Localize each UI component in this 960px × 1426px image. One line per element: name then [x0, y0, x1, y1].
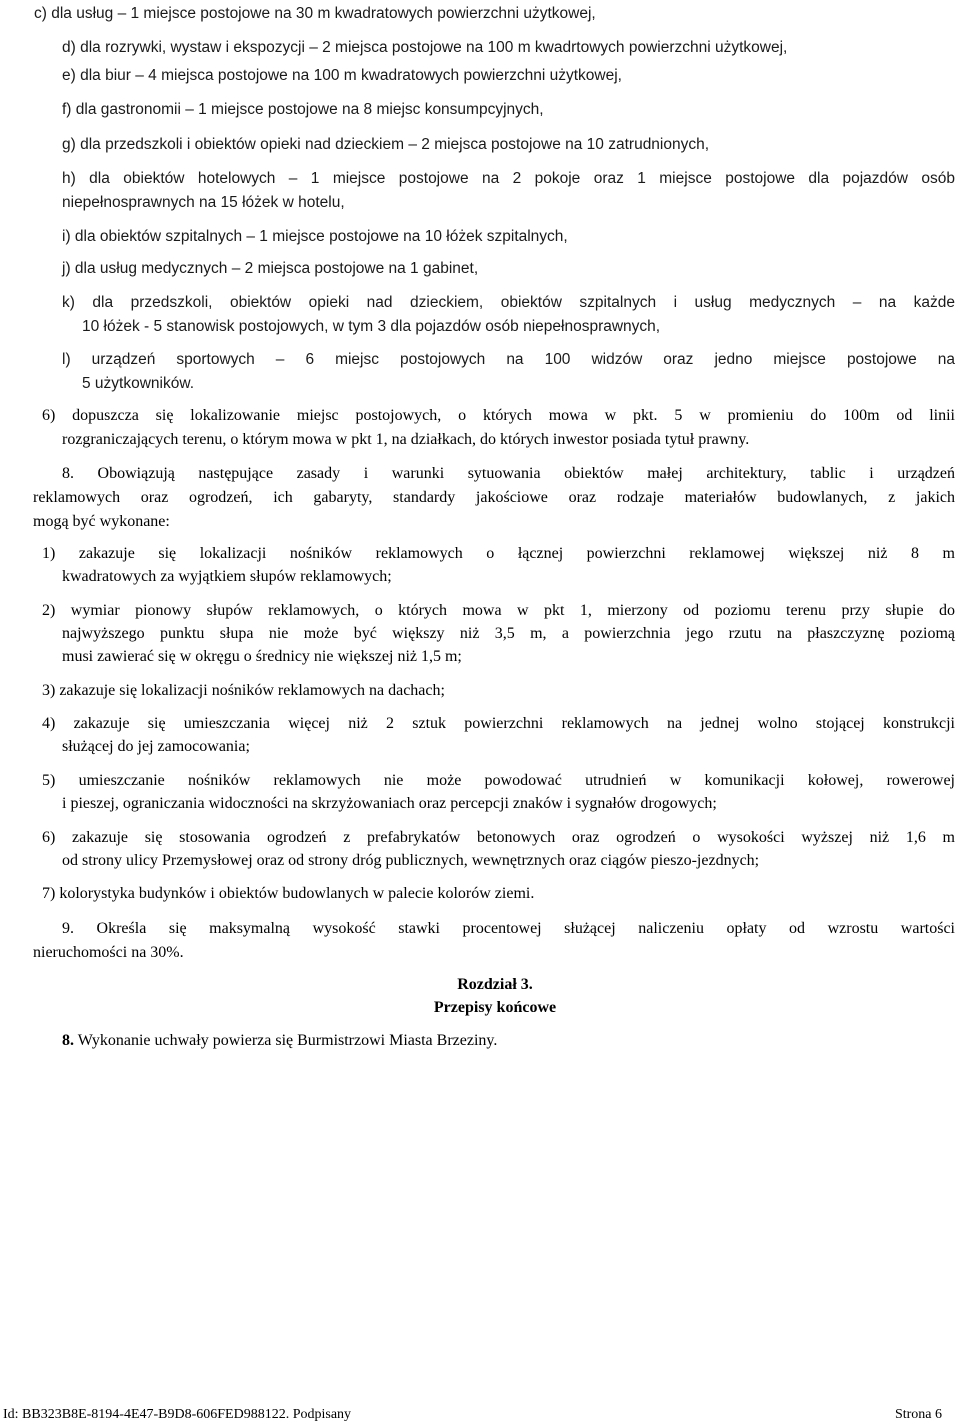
section-8-item-7: 7) kolorystyka budynków i obiektów budowlanych w palecie kolorów ziemi.: [42, 885, 535, 902]
point-6-line1: 6) dopuszcza się lokalizowanie miejsc postojowych, o których mowa w pkt. 5 w promieniu do 100m od linii: [42, 407, 955, 424]
chapter-title: Przepisy końcowe: [433, 999, 557, 1016]
final-paragraph-text: Wykonanie uchwały powierza się Burmistrzowi Miasta Brzeziny.: [77, 1032, 498, 1049]
list-item-g: g) dla przedszkoli i obiektów opieki nad dzieckiem – 2 miejsca postojowe na 10 zatrudnionych,: [62, 136, 710, 153]
list-item-h-line2: niepełnosprawnych na 15 łóżek w hotelu,: [62, 194, 345, 211]
list-item-c: c) dla usług – 1 miejsce postojowe na 30 m kwadratowych powierzchni użytkowej,: [34, 5, 596, 22]
section-8-item-2-line1: 2) wymiar pionowy słupów reklamowych, o których mowa w pkt 1, mierzony od poziomu terenu przy słupie do: [42, 602, 955, 619]
section-8-item-3: 3) zakazuje się lokalizacji nośników reklamowych na dachach;: [42, 682, 445, 699]
footer-page-number: Strona 6: [894, 1407, 942, 1422]
section-8-line2: reklamowych oraz ogrodzeń, ich gabaryty, standardy jakościowe oraz rodzaje materiałów budowlanych, z jakich: [33, 489, 955, 506]
section-8-line3: mogą być wykonane:: [33, 513, 170, 530]
section-9-line2: nieruchomości na 30%.: [33, 944, 184, 961]
chapter-number: Rozdział 3.: [457, 976, 533, 993]
footer-document-id: Id: BB323B8E-8194-4E47-B9D8-606FED988122. Podpisany: [3, 1407, 352, 1422]
section-8-item-5-line2: i pieszej, ograniczania widoczności na skrzyżowaniach oraz percepcji znaków i sygnałów drogowych;: [62, 795, 717, 812]
section-8-item-4-line2: służącej do jej zamocowania;: [62, 738, 250, 755]
section-8-item-6-line2: od strony ulicy Przemysłowej oraz od strony dróg publicznych, wewnętrznych oraz ciągów pieszo-jezdnych;: [62, 852, 760, 869]
list-item-h-line1: h) dla obiektów hotelowych – 1 miejsce postojowe na 2 pokoje oraz 1 miejsce postojowe dla pojazdów osób: [62, 170, 955, 187]
list-item-j: j) dla usług medycznych – 2 miejsca postojowe na 1 gabinet,: [62, 260, 479, 277]
section-8-item-2-line2: najwyższego punktu słupa nie może być większy niż 3,5 m, a powierzchnia jego rzutu na płaszczyznę poziomą: [62, 625, 955, 642]
list-item-k-line1: k) dla przedszkoli, obiektów opieki nad dzieckiem, obiektów szpitalnych i usług medycznych – na każde: [62, 294, 955, 311]
section-8-item-1-line1: 1) zakazuje się lokalizacji nośników reklamowych o łącznej powierzchni reklamowej większej niż 8 m: [42, 545, 955, 562]
list-item-l-line2: 5 użytkowników.: [82, 375, 194, 392]
list-item-f: f) dla gastronomii – 1 miejsce postojowe na 8 miejsc konsumpcyjnych,: [62, 101, 544, 118]
section-8-item-4-line1: 4) zakazuje się umieszczania więcej niż 2 sztuk powierzchni reklamowych na jednej wolno stojącej konstrukcji: [42, 715, 955, 732]
section-9-line1: 9. Określa się maksymalną wysokość stawki procentowej służącej naliczeniu opłaty od wzrostu wartości: [62, 920, 955, 937]
section-8-item-5-line1: 5) umieszczanie nośników reklamowych nie może powodować utrudnień w komunikacji kołowej, rowerowej: [42, 772, 955, 789]
final-paragraph-number: 8.: [62, 1032, 74, 1049]
section-8-item-2-line3: musi zawierać się w okręgu o średnicy nie większej niż 1,5 m;: [62, 648, 462, 665]
list-item-k-line2: 10 łóżek - 5 stanowisk postojowych, w tym 3 dla pojazdów osób niepełnosprawnych,: [82, 318, 661, 335]
list-item-d: d) dla rozrywki, wystaw i ekspozycji – 2 miejsca postojowe na 100 m kwadrtowych powierzchni użytkowej,: [62, 39, 788, 56]
list-item-e: e) dla biur – 4 miejsca postojowe na 100 m kwadratowych powierzchni użytkowej,: [62, 67, 622, 84]
list-item-l-line1: l) urządzeń sportowych – 6 miejsc postojowych na 100 widzów oraz jedno miejsce postojowe na: [62, 351, 955, 368]
section-8-line1: 8. Obowiązują następujące zasady i warunki sytuowania obiektów małej architektury, tablic i urządzeń: [62, 465, 955, 482]
list-item-i: i) dla obiektów szpitalnych – 1 miejsce postojowe na 10 łóżek szpitalnych,: [62, 228, 568, 245]
final-paragraph: [62, 1030, 497, 1052]
point-6-line2: rozgraniczających terenu, o którym mowa w pkt 1, na działkach, do których inwestor posiada tytuł prawny.: [62, 431, 750, 448]
section-8-item-1-line2: kwadratowych za wyjątkiem słupów reklamowych;: [62, 568, 392, 585]
section-8-item-6-line1: 6) zakazuje się stosowania ogrodzeń z prefabrykatów betonowych oraz ogrodzeń o wysokości wyższej niż 1,6 m: [42, 829, 955, 846]
